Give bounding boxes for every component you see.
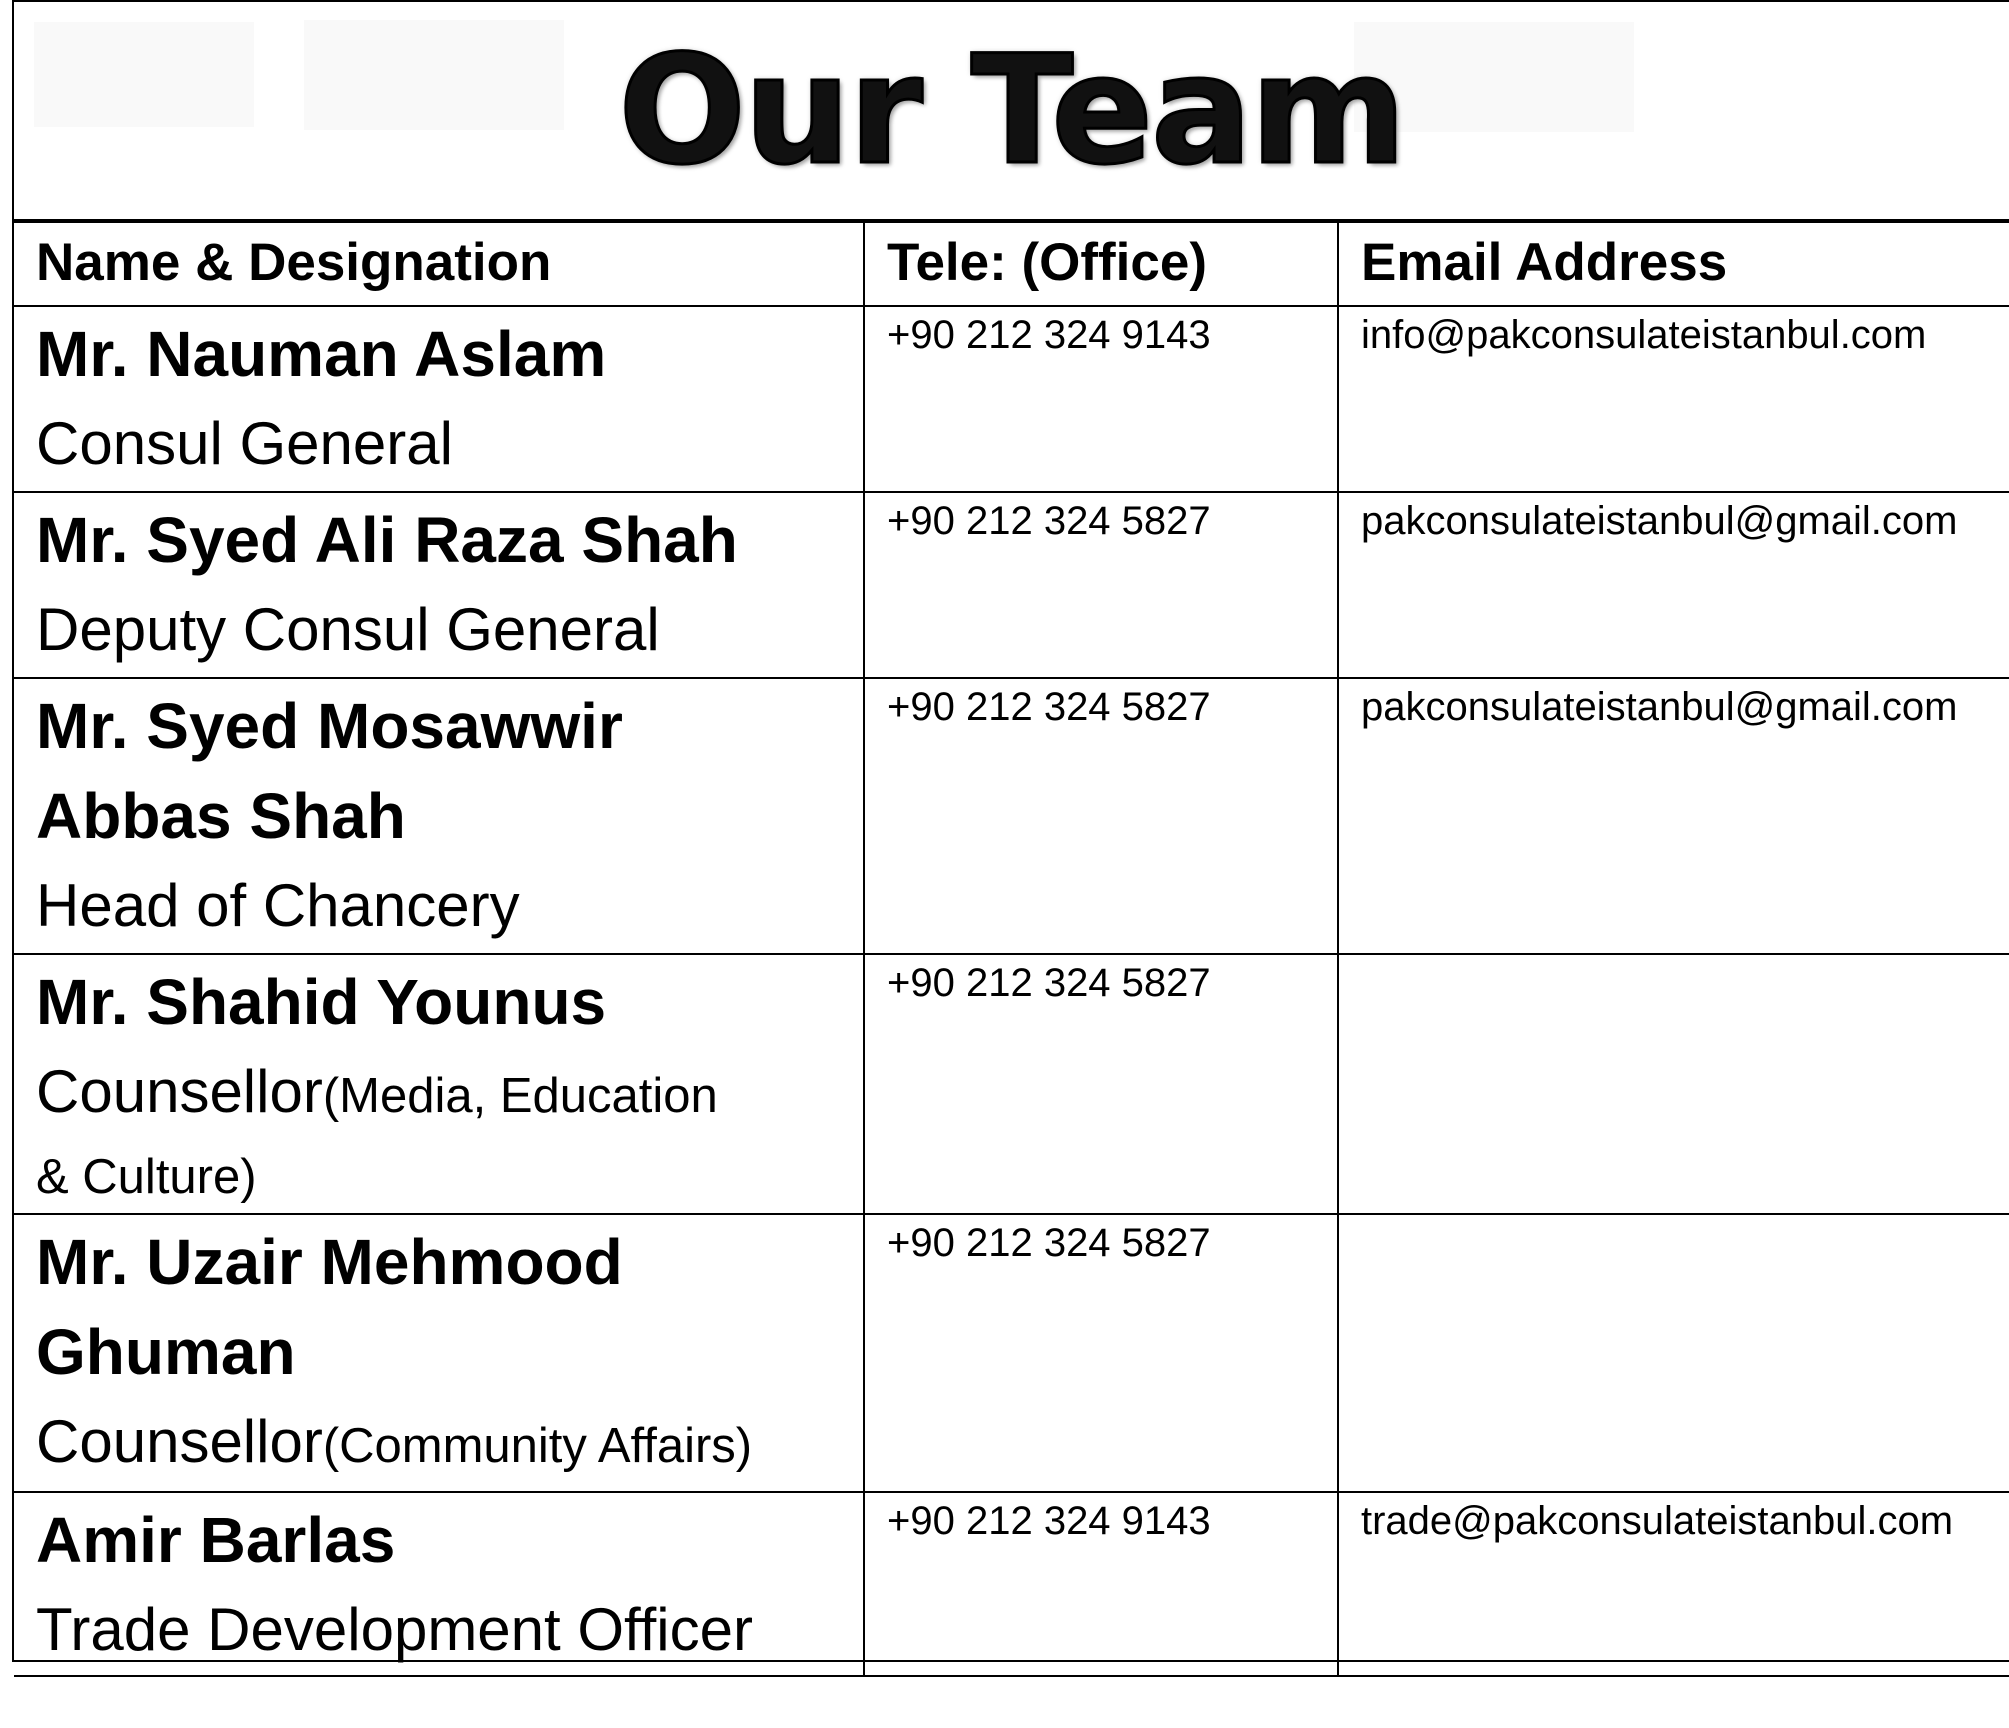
column-header-email: Email Address [1338, 222, 2009, 306]
team-table [14, 221, 2009, 1677]
phone-cell [864, 1492, 1338, 1676]
phone-number[interactable]: +90 212 324 5827 [887, 1221, 1211, 1265]
phone-cell [864, 492, 1338, 678]
phone-number[interactable]: +90 212 324 9143 [887, 313, 1211, 357]
person-name: Mr. Uzair Mehmood Ghuman [36, 1226, 623, 1388]
name-designation-cell [14, 1492, 864, 1676]
column-header-tele: Tele: (Office) [864, 222, 1338, 306]
phone-number[interactable]: +90 212 324 5827 [887, 499, 1211, 543]
person-name: Mr. Syed Ali Raza Shah [36, 504, 738, 576]
phone-cell [864, 954, 1338, 1214]
email-address[interactable]: trade@pakconsulateistanbul.com [1361, 1499, 1954, 1543]
person-designation: Head of Chancery [36, 872, 520, 939]
person-name: Amir Barlas [36, 1504, 396, 1576]
email-address[interactable]: info@pakconsulateistanbul.com [1361, 313, 1927, 357]
person-designation: Deputy Consul General [36, 596, 660, 663]
table-row [14, 492, 2009, 678]
person-designation [36, 1397, 753, 1491]
email-cell [1338, 1492, 2009, 1676]
table-row [14, 1492, 2009, 1676]
name-designation-cell [14, 678, 864, 954]
name-designation-cell [14, 1214, 864, 1492]
table-row [14, 306, 2009, 492]
table-row [14, 678, 2009, 954]
person-designation [36, 1047, 863, 1141]
person-name: Mr. Syed Mosawwir Abbas Shah [36, 690, 623, 852]
email-cell [1338, 1214, 2009, 1492]
person-designation: Consul General [36, 410, 453, 477]
phone-cell [864, 306, 1338, 492]
phone-cell [864, 678, 1338, 954]
designation-title: Counsellor [36, 1408, 323, 1475]
designation-detail-continued: & Culture) [36, 1150, 257, 1204]
email-address [1361, 955, 2009, 961]
designation-detail: (Media, Education [322, 1069, 718, 1123]
email-cell [1338, 492, 2009, 678]
phone-number[interactable]: +90 212 324 9143 [887, 1499, 1211, 1543]
person-name: Mr. Nauman Aslam [36, 318, 607, 390]
email-cell [1338, 306, 2009, 492]
phone-number[interactable]: +90 212 324 5827 [887, 685, 1211, 729]
table-row [14, 954, 2009, 1214]
column-header-name: Name & Designation [14, 222, 864, 306]
team-document [12, 0, 2009, 1662]
person-name: Mr. Shahid Younus [36, 966, 607, 1038]
email-address [1361, 1215, 2009, 1221]
phone-number[interactable]: +90 212 324 5827 [887, 961, 1211, 1005]
designation-title: Counsellor [36, 1058, 323, 1125]
email-address[interactable]: pakconsulateistanbul@gmail.com [1361, 685, 1958, 729]
name-designation-cell [14, 306, 864, 492]
email-cell [1338, 678, 2009, 954]
table-row [14, 1214, 2009, 1492]
title-band [14, 2, 2009, 221]
phone-cell [864, 1214, 1338, 1492]
person-designation: Trade Development Officer [36, 1596, 753, 1663]
page-title: Our Team [618, 24, 1405, 198]
name-designation-cell [14, 954, 864, 1214]
designation-detail: (Community Affairs) [322, 1419, 753, 1473]
table-header-row [14, 222, 2009, 306]
email-cell [1338, 954, 2009, 1214]
name-designation-cell [14, 492, 864, 678]
email-address[interactable]: pakconsulateistanbul@gmail.com [1361, 499, 1958, 543]
